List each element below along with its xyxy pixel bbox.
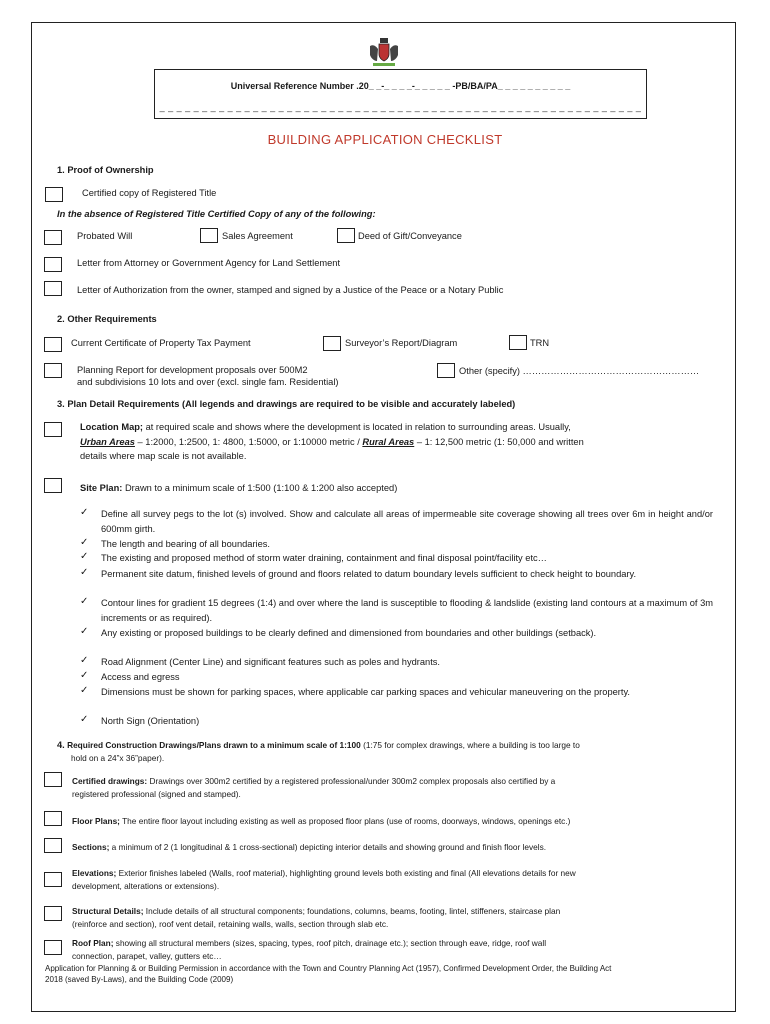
checkbox-sections[interactable] — [44, 838, 62, 853]
site-check-item: The existing and proposed method of storm water draining, containment and final disposal point/facility etc… — [101, 553, 547, 563]
label-probated-will: Probated Will — [77, 231, 133, 241]
certified-drawings-desc2: registered professional (signed and stamped). — [72, 788, 241, 799]
elevations-desc2: development, alterations or extensions). — [72, 880, 220, 891]
elevations-desc: Exterior finishes labeled (Walls, roof material), highlighting ground levels both existing and final (All elevations details for new — [116, 868, 576, 878]
roof-plan-desc2: connection, parapet, valley, gutters etc… — [72, 950, 222, 961]
site-check-item: Contour lines for gradient 15 degrees (1:4) and over where the land is susceptible to flooding & landslide (existing land contours at a maximum of 3m increments or as required). — [101, 598, 713, 623]
elevations-text — [72, 867, 716, 892]
site-check-item: Access and egress — [101, 672, 180, 682]
checkbox-letter-attorney[interactable] — [44, 257, 62, 272]
label-trn: TRN — [530, 338, 550, 348]
label-property-tax: Current Certificate of Property Tax Payment — [71, 338, 251, 348]
urban-areas-scales: – 1:2000, 1:2500, 1: 4800, 1:5000, or 1:10000 metric / — [134, 436, 363, 447]
floor-plans-text — [72, 815, 716, 828]
location-map-label: Location Map; — [80, 422, 144, 432]
structural-details-desc2: (reinforce and section), roof vent detail, retaining walls, walls, section through slab etc. — [72, 918, 389, 929]
reference-number-line: _ _ _ _ _ _ _ _ _ _ _ _ _ _ _ _ _ _ _ _ _ _ _ _ _ _ _ _ _ _ _ _ _ _ _ _ _ _ _ _ _ _ _ _ _ _ _ _ _ _ _ _ _ _ _ _ _ — [159, 102, 642, 112]
checkbox-certified-copy[interactable] — [45, 187, 63, 202]
site-plan-desc: Drawn to a minimum scale of 1:500 (1:100 & 1:200 also accepted) — [122, 483, 398, 493]
label-other-specify: Other (specify) ………………………………………………… — [459, 366, 700, 376]
checkmark-icon: ✓ — [80, 551, 89, 562]
label-certified-copy: Certified copy of Registered Title — [82, 188, 217, 198]
label-planning-report-1: Planning Report for development proposals over 500M2 — [77, 365, 308, 375]
checkbox-deed[interactable] — [337, 228, 355, 243]
checkbox-letter-authorization[interactable] — [44, 281, 62, 296]
checkmark-icon: ✓ — [80, 567, 89, 578]
site-check-item: The length and bearing of all boundaries. — [101, 539, 271, 549]
structural-details-text — [72, 905, 716, 930]
checkbox-site-plan[interactable] — [44, 478, 62, 493]
checkbox-other[interactable] — [437, 363, 455, 378]
absence-note: In the absence of Registered Title Certified Copy of any of the following: — [57, 209, 376, 219]
reference-number-label: Universal Reference Number .20_ _-_ _ _ _-_ _ _ _ _ -PB/BA/PA_ _ _ _ _ _ _ _ _ _ — [230, 81, 571, 91]
section2-heading: 2. Other Requirements — [57, 314, 157, 324]
section4-heading-rest: (1:75 for complex drawings, where a building is too large to — [360, 740, 580, 750]
checkbox-sales-agreement[interactable] — [200, 228, 218, 243]
site-check-item: Permanent site datum, finished levels of ground and floors related to datum boundary levels sufficient to check height to boundary. — [101, 569, 637, 579]
checkmark-icon: ✓ — [80, 655, 89, 666]
checkbox-certified-drawings[interactable] — [44, 772, 62, 787]
floor-plans-desc: The entire floor layout including existing as well as proposed floor plans (use of rooms, doorways, windows, openings etc.) — [119, 816, 571, 826]
site-check-item: North Sign (Orientation) — [101, 716, 200, 726]
section4-heading-line2: hold on a 24”x 36”paper). — [71, 752, 165, 763]
certified-drawings-desc: Drawings over 300m2 certified by a registered professional/under 300m2 complex proposals also certified by a — [147, 776, 556, 786]
footer-line1: Application for Planning & or Building Permission in accordance with the Town and Country Planning Act (1957), Confirmed Development Order, the Building Act — [45, 964, 612, 973]
rural-areas-label: Rural Areas — [362, 436, 415, 447]
checkmark-icon: ✓ — [80, 714, 89, 725]
checkmark-icon: ✓ — [80, 596, 89, 607]
certified-drawings-text — [72, 775, 716, 800]
section1-heading: 1. Proof of Ownership — [57, 165, 154, 175]
checkmark-icon: ✓ — [80, 507, 89, 518]
site-check-item: Dimensions must be shown for parking spaces, where applicable car parking spaces and vehicular maneuvering on the property. — [101, 687, 631, 697]
checkbox-elevations[interactable] — [44, 872, 62, 887]
checkmark-icon: ✓ — [80, 626, 89, 637]
rural-areas-scales: – 1: 12,500 metric (1: 50,000 and written — [414, 436, 584, 447]
checkmark-icon: ✓ — [80, 685, 89, 696]
section4-heading-bold: Required Construction Drawings/Plans drawn to a minimum scale of 1:100 — [67, 740, 361, 750]
section4-number: 4. — [57, 740, 65, 750]
section4-heading — [57, 739, 717, 764]
site-plan-text — [80, 481, 397, 496]
site-check-item: Any existing or proposed buildings to be clearly defined and dimensioned from boundaries and other buildings (setback). — [101, 628, 597, 638]
checkbox-property-tax[interactable] — [44, 337, 62, 352]
location-map-desc: at required scale and shows where the development is located in relation to surrounding areas. Usually, — [143, 422, 571, 432]
section3-heading: 3. Plan Detail Requirements (All legends and drawings are required to be visible and accurately labeled) — [57, 399, 516, 409]
location-map-text — [80, 420, 716, 464]
structural-details-desc: Include details of all structural components; foundations, columns, beams, footing, lintel, stiffeners, staircase plan — [143, 906, 561, 916]
roof-plan-label: Roof Plan; — [72, 938, 114, 948]
checkbox-trn[interactable] — [509, 335, 527, 350]
checkmark-icon: ✓ — [80, 537, 89, 548]
location-map-note: details where map scale is not available. — [80, 451, 247, 461]
roof-plan-desc: showing all structural members (sizes, spacing, types, roof pitch, drainage etc.); section through eave, ridge, roof wall — [113, 938, 547, 948]
label-sales-agreement: Sales Agreement — [222, 231, 293, 241]
reference-number-box[interactable] — [154, 69, 647, 119]
sections-desc: a minimum of 2 (1 longitudinal & 1 cross-sectional) depicting interior details and showing ground and finish floor levels. — [109, 842, 547, 852]
checkbox-location-map[interactable] — [44, 422, 62, 437]
checkbox-probated-will[interactable] — [44, 230, 62, 245]
checkbox-roof-plan[interactable] — [44, 940, 62, 955]
label-letter-attorney: Letter from Attorney or Government Agency for Land Settlement — [77, 258, 341, 268]
label-planning-report-2: and subdivisions 10 lots and over (excl. single fam. Residential) — [77, 377, 339, 387]
site-check-item: Define all survey pegs to the lot (s) involved. Show and calculate all areas of impermeable site coverage showing all trees over 6m in height and/or 600mm girth. — [101, 509, 713, 534]
checkbox-planning-report[interactable] — [44, 363, 62, 378]
sections-text — [72, 841, 716, 854]
label-surveyor: Surveyor’s Report/Diagram — [345, 338, 458, 348]
elevations-label: Elevations; — [72, 868, 117, 878]
checkbox-structural-details[interactable] — [44, 906, 62, 921]
checkbox-floor-plans[interactable] — [44, 811, 62, 826]
checkmark-icon: ✓ — [80, 670, 89, 681]
site-check-item: Road Alignment (Center Line) and significant features such as poles and hydrants. — [101, 657, 441, 667]
footer-line2: 2018 (saved By-Laws), and the Building Code (2009) — [45, 975, 234, 984]
footer-note — [45, 963, 715, 985]
certified-drawings-label: Certified drawings: — [72, 776, 148, 786]
urban-areas-label: Urban Areas — [80, 436, 135, 447]
structural-details-label: Structural Details; — [72, 906, 144, 916]
coat-of-arms-icon — [367, 36, 401, 68]
page-title: BUILDING APPLICATION CHECKLIST — [267, 132, 503, 147]
site-plan-label: Site Plan: — [80, 483, 123, 493]
label-letter-authorization: Letter of Authorization from the owner, stamped and signed by a Justice of the Peace or a Notary Public — [77, 285, 504, 295]
label-deed: Deed of Gift/Conveyance — [358, 231, 462, 241]
floor-plans-label: Floor Plans; — [72, 816, 120, 826]
roof-plan-text — [72, 937, 716, 962]
sections-label: Sections; — [72, 842, 110, 852]
checkbox-surveyor[interactable] — [323, 336, 341, 351]
